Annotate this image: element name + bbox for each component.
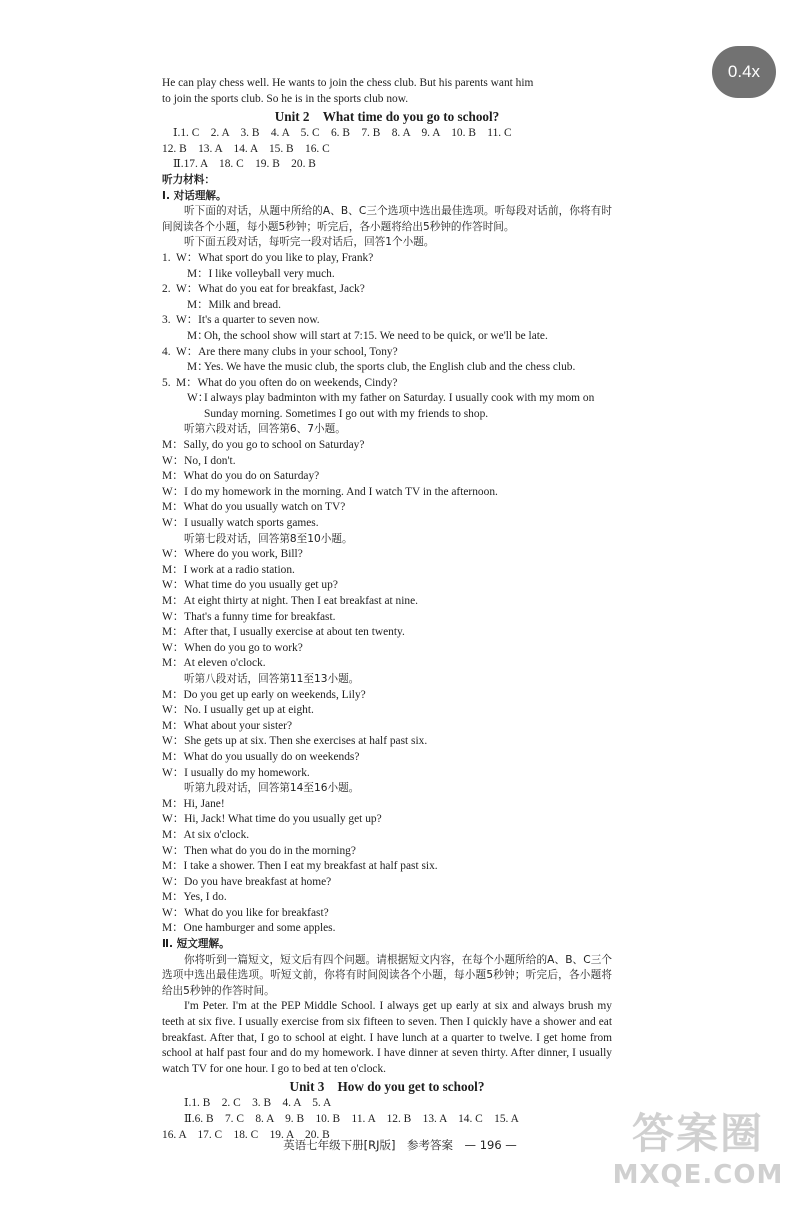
dialogue-line: M：I like volleyball very much.: [187, 267, 335, 280]
dialogue-line: [176, 360, 612, 376]
dialogue-line: W：Then what do you do in the morning?: [162, 844, 356, 857]
dialogue-line: W：What do you eat for breakfast, Jack?: [176, 283, 365, 296]
dialogue-line: M：Milk and bread.: [187, 298, 281, 311]
answer-line: 12. B 13. A 14. A 15. B 16. C: [162, 142, 330, 155]
dialogue-line: M：One hamburger and some apples.: [162, 922, 336, 935]
speaker-label: M：: [187, 329, 209, 342]
dialogue6-instruction: 听第六段对话，回答第6、7小题。: [184, 423, 346, 436]
dialogue-line: W：What do you like for breakfast?: [162, 906, 329, 919]
zoom-level-button[interactable]: 0.4x: [712, 46, 776, 98]
question-number: 5.: [162, 376, 171, 389]
dialogue-line: W：What time do you usually get up?: [162, 579, 338, 592]
part1-title: Ⅰ. 对话理解。: [162, 189, 227, 202]
dialogue-text: Yes. We have the music club, the sports club, the English club and the chess club.: [204, 361, 576, 374]
dialogue-line: [176, 391, 612, 422]
intro-line: to join the sports club. So he is in the sports club now.: [162, 92, 409, 105]
watermark-domain-text: MXQE.COM: [612, 1160, 784, 1190]
answer-line: Ⅱ.6. B 7. C 8. A 9. B 10. B 11. A 12. B 13. A 14. C 15. A: [184, 1113, 519, 1125]
dialogue-line: M：At eleven o'clock.: [162, 657, 266, 670]
dialogue-line: W：Hi, Jack! What time do you usually get up?: [162, 813, 382, 826]
watermark-logo-text: 答案圈: [631, 1109, 764, 1158]
unit3-title: Unit 3 How do you get to school?: [289, 1079, 485, 1095]
answer-line: Ⅱ.17. A 18. C 19. B 20. B: [173, 158, 316, 171]
question-number: 3.: [162, 314, 171, 327]
dialogue-line: M：What do you usually do on weekends?: [162, 750, 360, 763]
dialogue-line: W：I do my homework in the morning. And I watch TV in the afternoon.: [162, 485, 498, 498]
dialogue-line: W：Do you have breakfast at home?: [162, 875, 332, 888]
question-5: [162, 376, 612, 423]
question-1: [162, 251, 612, 282]
dialogue-line: W：When do you go to work?: [162, 641, 303, 654]
speaker-label: W：: [187, 392, 210, 405]
part1-subinstruction: 听下面五段对话，每听完一段对话后，回答1个小题。: [184, 236, 435, 249]
dialogue-line: W：Are there many clubs in your school, Tony?: [176, 345, 398, 358]
part2-instructions: 你将听到一篇短文，短文后有四个问题。请根据短文内容，在每个小题所给的A、B、C三个选项中选出最佳选项。听短文前，你将有时间阅读各个小题，每小题5秒钟；听完后，各小题将给出5秒钟的作答时间。: [162, 953, 612, 997]
dialogue-line: M：Sally, do you go to school on Saturday?: [162, 439, 365, 452]
question-number: 4.: [162, 345, 171, 358]
dialogue-line: M：Hi, Jane!: [162, 797, 225, 810]
dialogue-line: W：I usually watch sports games.: [162, 517, 319, 530]
dialogue-line: M：Do you get up early on weekends, Lily?: [162, 688, 366, 701]
dialogue-line: M：After that, I usually exercise at about ten twenty.: [162, 626, 405, 639]
dialogue-line: W：Where do you work, Bill?: [162, 548, 303, 561]
speaker-label: M：: [187, 361, 209, 374]
dialogue-line: M：What do you often do on weekends, Cindy?: [176, 376, 398, 389]
dialogue-line: W：She gets up at six. Then she exercises at half past six.: [162, 735, 428, 748]
dialogue-line: W：No, I don't.: [162, 454, 236, 467]
question-2: [162, 282, 612, 313]
dialogue-line: M：What about your sister?: [162, 719, 293, 732]
dialogue-line: M：At six o'clock.: [162, 828, 250, 841]
dialogue-line: W：It's a quarter to seven now.: [176, 314, 320, 327]
answer-line: Ⅰ.1. B 2. C 3. B 4. A 5. A: [184, 1097, 332, 1110]
dialogue-line: W：That's a funny time for breakfast.: [162, 610, 336, 623]
question-number: 2.: [162, 283, 171, 296]
question-number: 1.: [162, 251, 171, 264]
unit2-title: Unit 2 What time do you go to school?: [274, 109, 500, 125]
dialogue-line: W：What sport do you like to play, Frank?: [176, 251, 374, 264]
dialogue-line: W：I usually do my homework.: [162, 766, 310, 779]
dialogue7-instruction: 听第七段对话，回答第8至10小题。: [184, 532, 353, 545]
listening-passage: I'm Peter. I'm at the PEP Middle School. I always get up early at six and always brush my teeth at six five. I usually exercise from six fifteen to seven. Then I quickly have a shower and eat breakfast. After that, I go to school at eight. I have lunch at a quarter to twelve. I get home from school at half past four and do my homework. I have dinner at seven thirty. After dinner, I usually watch TV for one hour. I go to bed at ten o'clock.: [162, 1000, 612, 1075]
answer-line: 16. A 17. C 18. C 19. A 20. B: [162, 1128, 330, 1141]
question-3: [162, 313, 612, 344]
intro-line: He can play chess well. He wants to join the chess club. But his parents want him: [162, 77, 534, 89]
site-watermark: [604, 1108, 792, 1204]
answer-line: Ⅰ.1. C 2. A 3. B 4. A 5. C 6. B 7. B 8. A 9. A 10. B 11. C: [173, 127, 512, 140]
dialogue-text: I always play badminton with my father on Saturday. I usually cook with my mom on Sunday morning. Sometimes I go out with my friends to shop.: [204, 392, 595, 420]
page-footer: 英语七年级下册[RJ版] 参考答案 — 196 —: [283, 1138, 517, 1152]
dialogue-line: M：What do you usually watch on TV?: [162, 501, 346, 514]
dialogue-line: M：I work at a radio station.: [162, 563, 295, 576]
question-4: [162, 345, 612, 376]
answer-content: [162, 76, 612, 1143]
dialogue-line: M：What do you do on Saturday?: [162, 470, 320, 483]
dialogue-line: M：At eight thirty at night. Then I eat breakfast at nine.: [162, 595, 419, 607]
dialogue-line: M：I take a shower. Then I eat my breakfast at half past six.: [162, 860, 438, 873]
dialogue-line: [176, 329, 612, 345]
dialogue-line: M：Yes, I do.: [162, 891, 227, 904]
dialogue-text: Oh, the school show will start at 7:15. We need to be quick, or we'll be late.: [204, 329, 548, 342]
dialogue9-instruction: 听第九段对话，回答第14至16小题。: [184, 782, 360, 795]
part2-title: Ⅱ. 短文理解。: [162, 938, 230, 951]
dialogue-line: W：No. I usually get up at eight.: [162, 704, 314, 717]
part1-instructions: 听下面的对话，从题中所给的A、B、C三个选项中选出最佳选项。听每段对话前，你将有时间阅读各个小题，每小题5秒钟；听完后，各小题将给出5秒钟的作答时间。: [162, 205, 612, 233]
listening-heading: 听力材料：: [162, 173, 215, 186]
dialogue8-instruction: 听第八段对话，回答第11至13小题。: [184, 672, 360, 685]
